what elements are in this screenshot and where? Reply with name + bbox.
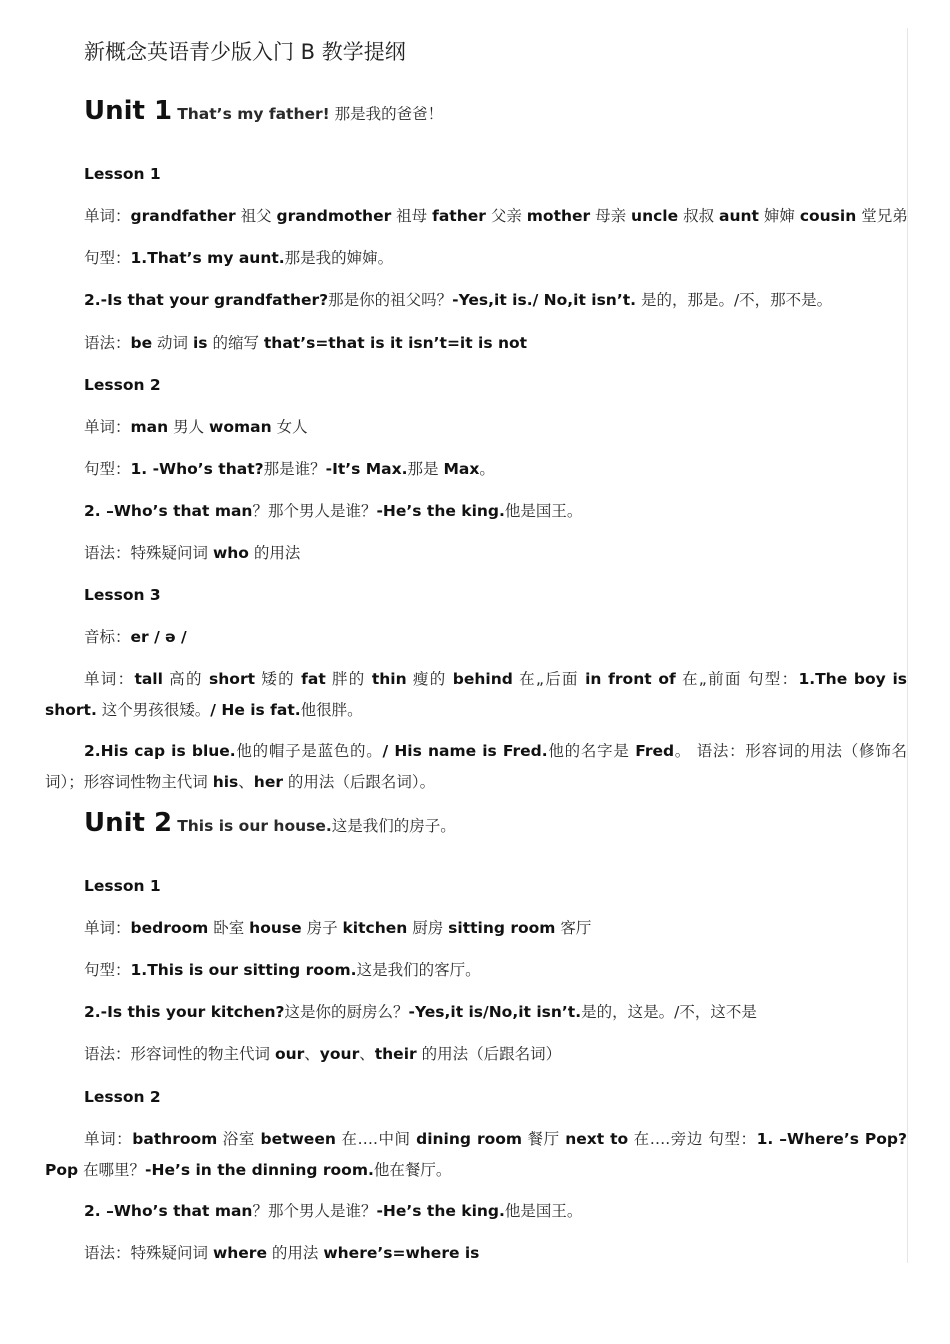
sentence-en: 2.His cap is blue. [84, 742, 236, 760]
sentence-en: 2.-Is this your kitchen? [84, 1003, 285, 1021]
sentence-en: / He is fat. [210, 701, 301, 719]
sentence-en: 1.That’s my aunt. [130, 249, 285, 267]
term: is [192, 334, 208, 352]
word: aunt [719, 207, 759, 225]
term: who [212, 544, 249, 562]
sentence-cn: 他在餐厅。 [373, 1161, 452, 1179]
sentence-line [84, 1002, 757, 1022]
meaning: 在„前面 句型： [675, 670, 799, 688]
word: father [432, 207, 486, 225]
meaning: 客厅 [555, 919, 592, 937]
meaning: 在….旁边 句型： [628, 1130, 757, 1148]
lesson-heading: Lesson 1 [84, 877, 161, 895]
sentence-cn: 他很胖。 [300, 701, 363, 719]
punct: 。 [479, 460, 495, 478]
sentence-cn: ？那个男人是谁？ [252, 1202, 377, 1220]
word: tall [134, 670, 163, 688]
meaning: 叔叔 [678, 207, 719, 225]
sentence-en: 2.-Is that your grandfather? [84, 291, 329, 309]
meaning: 矮的 [255, 670, 302, 688]
sentence-paragraph [45, 736, 907, 798]
sentence-line [84, 1201, 582, 1221]
sentence-cn: ？那个男人是谁？ [252, 502, 377, 520]
text: 的用法（后跟名词） [416, 1045, 562, 1063]
sentence-cn: 他的名字是 [547, 742, 636, 760]
lesson-heading: Lesson 2 [84, 376, 161, 394]
term: their [374, 1045, 417, 1063]
term: where’s=where is [323, 1244, 480, 1262]
sentence-line [84, 960, 481, 980]
grammar-text: 的用法（后跟名词）。 [282, 773, 436, 791]
text: 的用法 [248, 544, 301, 562]
word: sitting room [448, 919, 556, 937]
lesson-heading: Lesson 3 [84, 586, 161, 604]
label: 音标： [84, 628, 131, 646]
word: behind [452, 670, 513, 688]
sentence-cn: 这是我们的客厅。 [356, 961, 481, 979]
term: his [212, 773, 239, 791]
sentence-cn: 他是国王。 [504, 1202, 583, 1220]
sentence-cn: 这是你的厨房么？ [284, 1003, 409, 1021]
word: cousin [799, 207, 857, 225]
meaning: 高的 [162, 670, 210, 688]
text: 语法：形容词性的物主代词 [84, 1045, 275, 1063]
sentence-line [84, 501, 582, 521]
vocab-paragraph [45, 664, 907, 726]
sentence-en: -He’s the king. [376, 1202, 505, 1220]
sentence-en: / His name is Fred. [382, 742, 548, 760]
unit-label: Unit 1 [84, 96, 173, 126]
sentence-cn: 那是谁？ [263, 460, 326, 478]
word: fat [301, 670, 326, 688]
term: be [130, 334, 153, 352]
sentence-cn: 那是我的婶婶。 [284, 249, 394, 267]
grammar-line [84, 1243, 479, 1263]
unit-subtitle-cn: 那是我的爸爸！ [329, 105, 444, 123]
meaning: 女人 [271, 418, 308, 436]
word: bedroom [130, 919, 209, 937]
word: between [260, 1130, 336, 1148]
sentence-en: -He’s in the dinning room. [145, 1161, 374, 1179]
sentence-cn: 是的，这是。/不，这不是 [581, 1003, 757, 1021]
meaning: 浴室 [217, 1130, 261, 1148]
term: that’s=that is it isn’t=it is not [263, 334, 528, 352]
meaning: 在„后面 [512, 670, 586, 688]
grammar-line [84, 333, 527, 353]
sentence-en: -Yes,it is./ No,it isn’t. [452, 291, 637, 309]
meaning: 父亲 [485, 207, 527, 225]
term: where [212, 1244, 267, 1262]
label: 单词： [84, 207, 131, 225]
sentence-en: -Yes,it is/No,it isn’t. [408, 1003, 582, 1021]
word: Max [443, 460, 480, 478]
sentence-cn: 他的帽子是蓝色的。 [235, 742, 383, 760]
vocab-paragraph [45, 1124, 907, 1186]
meaning: 胖的 [325, 670, 372, 688]
word: in front of [585, 670, 676, 688]
word: uncle [631, 207, 679, 225]
grammar-line [84, 543, 300, 563]
sentence-en: 1.The boy is short. [45, 670, 908, 719]
label: 单词： [84, 1130, 133, 1148]
punct: 、 [238, 773, 254, 791]
vocab-line [84, 206, 908, 226]
meaning: 母亲 [590, 207, 632, 225]
word: kitchen [342, 919, 408, 937]
sentence-line [84, 459, 495, 479]
sentence-cn: 这个男孩很矮。 [96, 701, 211, 719]
phonetic-line [84, 627, 187, 647]
meaning: 瘦的 [406, 670, 453, 688]
meaning: 堂兄弟 [856, 207, 908, 225]
sentence-en: 2. –Who’s that man [84, 502, 253, 520]
sentence-en: -He’s the king. [376, 502, 505, 520]
sentence-cn: 那是你的祖父吗？ [328, 291, 453, 309]
unit-2-heading [84, 808, 456, 838]
document-title: 新概念英语青少版入门 B 教学提纲 [84, 40, 406, 64]
word: mother [526, 207, 591, 225]
text: 动词 [152, 334, 193, 352]
label: 单词： [84, 919, 131, 937]
unit-1-heading [84, 96, 443, 126]
label: 句型： [84, 460, 131, 478]
meaning: 在….中间 [335, 1130, 417, 1148]
word: dining room [416, 1130, 523, 1148]
term: her [253, 773, 283, 791]
text: 语法：特殊疑问词 [84, 544, 213, 562]
meaning: 餐厅 [522, 1130, 566, 1148]
unit-subtitle-en: That’s my father! [177, 105, 330, 123]
word: short [209, 670, 256, 688]
lesson-heading: Lesson 2 [84, 1088, 161, 1106]
unit-label: Unit 2 [84, 808, 173, 838]
sentence-cn: 那是 [407, 460, 444, 478]
sentence-en: 1.This is our sitting room. [130, 961, 357, 979]
meaning: 厨房 [407, 919, 449, 937]
sentence-line [84, 290, 832, 310]
sentence-en: 1. –Where’s Pop? Pop [45, 1130, 907, 1179]
lesson-heading: Lesson 1 [84, 165, 161, 183]
punct: 、 [304, 1045, 320, 1063]
text: 语法：特殊疑问词 [84, 1244, 213, 1262]
unit-subtitle-en: This is our house. [177, 817, 332, 835]
sentence-line [84, 248, 393, 268]
word: grandfather [130, 207, 236, 225]
sentence-cn: 他是国王。 [504, 502, 583, 520]
term: our [274, 1045, 305, 1063]
word: house [249, 919, 302, 937]
meaning: 祖父 [235, 207, 277, 225]
grammar-text: 。 语法：形容词的用法（修饰名词）；形容词性物主代词 [45, 742, 907, 791]
word: thin [371, 670, 407, 688]
word: bathroom [132, 1130, 218, 1148]
sentence-cn: 在哪里？ [78, 1161, 146, 1179]
punct: 、 [359, 1045, 375, 1063]
text: 的用法 [266, 1244, 324, 1262]
sentence-en: -It’s Max. [325, 460, 408, 478]
vocab-line [84, 918, 591, 938]
grammar-line [84, 1044, 561, 1064]
label: 句型： [84, 961, 131, 979]
term: your [319, 1045, 360, 1063]
meaning: 婶婶 [758, 207, 800, 225]
label: 句型： [84, 249, 131, 267]
word: next to [565, 1130, 629, 1148]
sentence-en: 2. –Who’s that man [84, 1202, 253, 1220]
word: Fred [635, 742, 675, 760]
meaning: 卧室 [208, 919, 250, 937]
meaning: 祖母 [391, 207, 433, 225]
meaning: 男人 [168, 418, 210, 436]
vocab-line [84, 417, 308, 437]
phonetic: er / ə / [130, 628, 187, 646]
meaning: 房子 [301, 919, 343, 937]
label: 单词： [84, 670, 135, 688]
sentence-cn: 是的，那是。/不，那不是。 [636, 291, 833, 309]
word: man [130, 418, 169, 436]
word: grandmother [276, 207, 392, 225]
word: woman [209, 418, 272, 436]
label: 语法： [84, 334, 131, 352]
text: 的缩写 [207, 334, 264, 352]
sentence-en: 1. -Who’s that? [130, 460, 264, 478]
label: 单词： [84, 418, 131, 436]
unit-subtitle-cn: 这是我们的房子。 [331, 817, 456, 835]
